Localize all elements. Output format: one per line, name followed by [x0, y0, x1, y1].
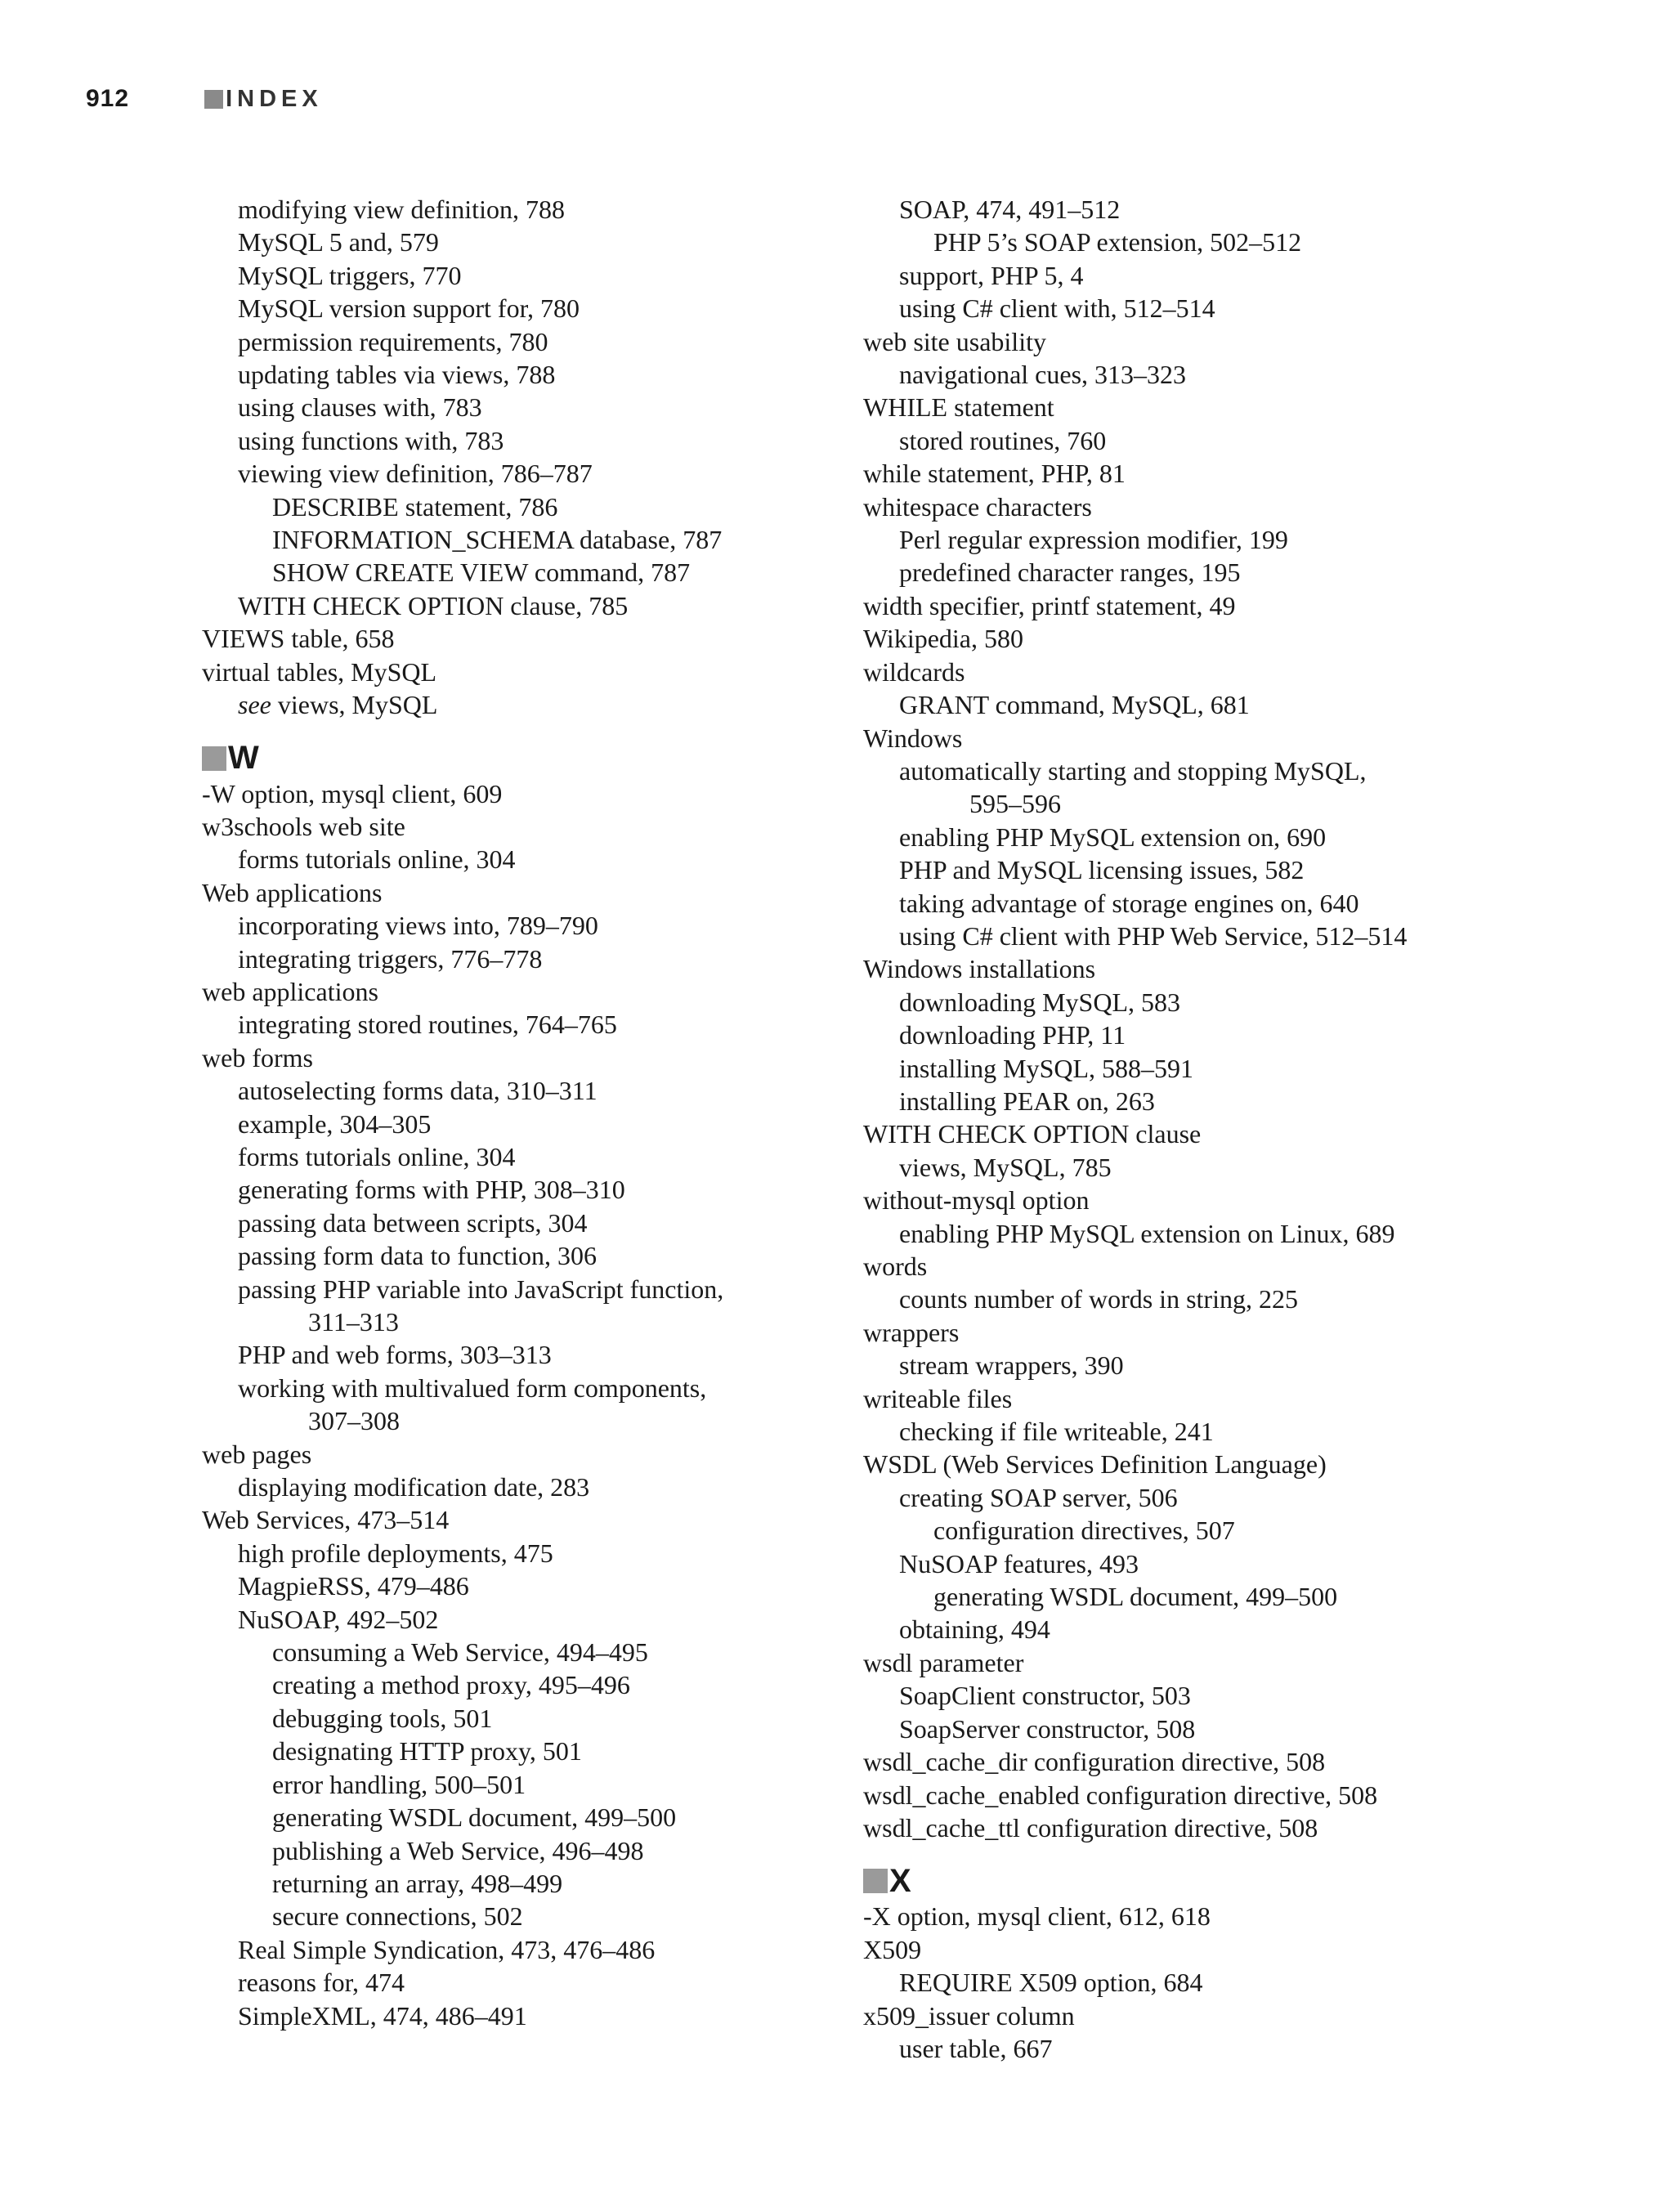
index-entry — [863, 1019, 1566, 1051]
index-entry-text: NuSOAP, 492–502 — [238, 1604, 439, 1634]
index-entry — [863, 259, 1566, 292]
section-heading-x — [863, 1862, 1566, 1900]
index-entry-text: without-mysql option — [863, 1185, 1090, 1216]
index-entry — [863, 424, 1566, 457]
index-entry-text: VIEWS table, 658 — [202, 624, 395, 654]
index-entry — [202, 1108, 905, 1140]
index-entry — [863, 193, 1566, 226]
index-entry-text: downloading PHP, 11 — [899, 1020, 1126, 1050]
index-entry — [863, 358, 1566, 391]
index-entry — [863, 292, 1566, 325]
index-entry — [202, 1338, 905, 1371]
index-entry — [863, 1250, 1566, 1283]
index-entry — [863, 1811, 1566, 1844]
index-entry — [202, 226, 905, 258]
index-entry — [202, 589, 905, 622]
index-entry-text: reasons for, 474 — [238, 1968, 405, 1998]
index-entry — [202, 1768, 905, 1801]
index-entry — [863, 1514, 1566, 1547]
index-entry-text: Real Simple Syndication, 473, 476–486 — [238, 1934, 656, 1964]
index-entry — [202, 1008, 905, 1041]
index-entry — [863, 226, 1566, 258]
index-entry — [863, 1382, 1566, 1415]
index-entry-text: predefined character ranges, 195 — [899, 557, 1241, 588]
index-entry — [863, 952, 1566, 985]
index-entry — [202, 1867, 905, 1900]
index-entry-text: generating forms with PHP, 308–310 — [238, 1175, 625, 1205]
index-entry — [202, 1668, 905, 1701]
index-entry-text: secure connections, 502 — [272, 1901, 523, 1932]
section-letter: W — [228, 740, 259, 776]
index-entry — [863, 656, 1566, 688]
index-entry — [863, 523, 1566, 556]
index-entry — [202, 556, 905, 589]
index-entry — [202, 810, 905, 843]
index-entry-text: enabling PHP MySQL extension on Linux, 689 — [899, 1218, 1395, 1248]
index-entry — [863, 688, 1566, 721]
index-entry — [863, 622, 1566, 655]
index-entry-text: debugging tools, 501 — [272, 1703, 493, 1733]
index-entry — [202, 1404, 905, 1437]
index-entry — [202, 1900, 905, 1932]
index-entry-text: wsdl_cache_dir configuration directive, 508 — [863, 1747, 1326, 1777]
index-entry-text: Windows — [863, 723, 963, 753]
index-entry-text: whitespace characters — [863, 491, 1092, 522]
index-entry-text: autoselecting forms data, 310–311 — [238, 1076, 598, 1106]
index-entry-text: automatically starting and stopping MySQL, — [899, 755, 1367, 786]
index-entry-text: views, MySQL, 785 — [899, 1152, 1112, 1182]
section-letter: X — [889, 1862, 911, 1899]
index-entry — [202, 656, 905, 688]
index-entry — [202, 193, 905, 226]
index-entry-text: X509 — [863, 1934, 922, 1964]
index-entry-text: PHP and MySQL licensing issues, 582 — [899, 855, 1305, 885]
index-entry-text: configuration directives, 507 — [933, 1516, 1235, 1546]
index-entry — [202, 1603, 905, 1636]
index-entry-text: web forms — [202, 1042, 313, 1072]
index-entry — [863, 1679, 1566, 1712]
index-entry — [863, 920, 1566, 952]
index-entry-text: taking advantage of storage engines on, 640 — [899, 888, 1359, 918]
index-entry-text: passing PHP variable into JavaScript function, — [238, 1274, 724, 1304]
index-entry — [202, 457, 905, 490]
index-entry — [202, 1207, 905, 1239]
index-entry — [202, 1372, 905, 1404]
square-bullet-icon — [202, 746, 226, 771]
index-entry-text: high profile deployments, 475 — [238, 1538, 553, 1568]
square-bullet-icon — [863, 1869, 888, 1893]
index-entry — [202, 688, 905, 721]
index-entry — [202, 975, 905, 1008]
index-entry-text: MySQL version support for, 780 — [238, 293, 580, 324]
index-entry-text: forms tutorials online, 304 — [238, 844, 516, 875]
index-entry-text: 311–313 — [308, 1307, 399, 1337]
index-entry — [202, 1239, 905, 1272]
index-entry — [863, 1151, 1566, 1184]
index-entry-text: PHP and web forms, 303–313 — [238, 1340, 552, 1370]
index-entry — [863, 1217, 1566, 1250]
index-entry — [202, 1735, 905, 1767]
index-entry — [863, 821, 1566, 853]
index-entry — [863, 1547, 1566, 1580]
index-entry — [202, 1966, 905, 1999]
index-entry-text: displaying modification date, 283 — [238, 1472, 590, 1502]
index-entry — [202, 1834, 905, 1867]
index-entry-text: wsdl parameter — [863, 1647, 1024, 1677]
index-entry — [863, 986, 1566, 1019]
index-entry — [863, 1646, 1566, 1679]
index-entry — [863, 556, 1566, 589]
index-entry — [202, 909, 905, 942]
index-entry-text: downloading MySQL, 583 — [899, 987, 1180, 1017]
index-entry — [202, 876, 905, 909]
index-entry-text: integrating stored routines, 764–765 — [238, 1010, 617, 1040]
index-entry-text: virtual tables, MySQL — [202, 656, 437, 687]
index-entry-text: SoapClient constructor, 503 — [899, 1681, 1191, 1711]
index-entry — [202, 1173, 905, 1206]
index-entry — [202, 325, 905, 358]
index-entry-text: MySQL 5 and, 579 — [238, 227, 439, 257]
index-entry — [202, 622, 905, 655]
running-title: INDEX — [226, 85, 323, 112]
index-entry — [863, 1613, 1566, 1646]
index-entry-text: using clauses with, 783 — [238, 392, 482, 423]
index-entry-text: width specifier, printf statement, 49 — [863, 590, 1236, 620]
index-entry — [202, 259, 905, 292]
index-entry — [202, 1305, 905, 1338]
square-bullet-icon — [204, 90, 223, 109]
index-entry — [202, 1273, 905, 1305]
index-entry-text: SOAP, 474, 491–512 — [899, 195, 1121, 224]
index-entry-text: Web Services, 473–514 — [202, 1505, 450, 1535]
index-entry-text: REQUIRE X509 option, 684 — [899, 1968, 1203, 1998]
index-entry — [202, 1074, 905, 1107]
index-entry-text: 307–308 — [308, 1406, 400, 1436]
index-entry-text: SimpleXML, 474, 486–491 — [238, 2000, 527, 2031]
index-entry-text: x509_issuer column — [863, 2000, 1075, 2031]
index-entry-text: error handling, 500–501 — [272, 1769, 526, 1799]
index-entry — [863, 1900, 1566, 1932]
index-entry — [863, 722, 1566, 754]
index-entry-text: generating WSDL document, 499–500 — [272, 1802, 677, 1833]
index-entry — [863, 1745, 1566, 1778]
index-entry — [863, 325, 1566, 358]
index-entry — [202, 1041, 905, 1074]
index-entry — [202, 777, 905, 810]
index-entry-text: NuSOAP features, 493 — [899, 1548, 1139, 1578]
index-entry-text: DESCRIBE statement, 786 — [272, 491, 558, 522]
index-entry-text: w3schools web site — [202, 811, 405, 841]
index-entry — [202, 1503, 905, 1536]
index-entry — [202, 1999, 905, 2032]
index-entry-text: designating HTTP proxy, 501 — [272, 1736, 582, 1766]
index-entry — [863, 1316, 1566, 1349]
index-entry — [202, 523, 905, 556]
index-entry-text: passing form data to function, 306 — [238, 1241, 598, 1271]
index-entry-text: 595–596 — [969, 789, 1061, 819]
index-entry-text: publishing a Web Service, 496–498 — [272, 1835, 644, 1865]
index-entry-text: working with multivalued form components, — [238, 1372, 707, 1403]
index-column-left — [202, 193, 905, 2032]
index-entry-text: generating WSDL document, 499–500 — [933, 1582, 1338, 1612]
index-entry — [863, 1117, 1566, 1150]
index-entry — [863, 589, 1566, 622]
index-entry-text: SHOW CREATE VIEW command, 787 — [272, 557, 691, 588]
index-entry — [863, 490, 1566, 523]
index-entry — [863, 2032, 1566, 2065]
index-entry-text: wsdl_cache_ttl configuration directive, 508 — [863, 1812, 1318, 1843]
index-entry-text: GRANT command, MySQL, 681 — [899, 690, 1250, 720]
index-entry-text: user table, 667 — [899, 2033, 1053, 2063]
index-entry-text: obtaining, 494 — [899, 1614, 1050, 1645]
index-entry — [863, 1713, 1566, 1745]
index-entry-text: while statement, PHP, 81 — [863, 459, 1126, 489]
index-entry-text: checking if file writeable, 241 — [899, 1417, 1214, 1447]
index-entry-text: WITH CHECK OPTION clause — [863, 1119, 1202, 1149]
index-entry — [863, 1779, 1566, 1811]
index-entry-text: -X option, mysql client, 612, 618 — [863, 1901, 1211, 1932]
index-entry — [202, 490, 905, 523]
index-entry — [863, 887, 1566, 920]
index-entry — [202, 1801, 905, 1834]
section-heading-w — [202, 740, 905, 777]
index-entry-text: WSDL (Web Services Definition Language) — [863, 1449, 1327, 1480]
page-number: 912 — [86, 85, 130, 112]
index-entry — [863, 1999, 1566, 2032]
index-entry-text: integrating triggers, 776–778 — [238, 943, 543, 974]
index-entry-text: forms tutorials online, 304 — [238, 1141, 516, 1171]
index-entry-text: support, PHP 5, 4 — [899, 260, 1084, 290]
index-entry-text: enabling PHP MySQL extension on, 690 — [899, 822, 1327, 852]
index-entry — [202, 1438, 905, 1471]
index-entry-text: permission requirements, 780 — [238, 326, 548, 356]
index-entry-text: viewing view definition, 786–787 — [238, 459, 593, 489]
index-entry-text: web applications — [202, 976, 378, 1006]
index-entry-text: using C# client with PHP Web Service, 512–514 — [899, 920, 1408, 951]
index-entry-text: creating a method proxy, 495–496 — [272, 1670, 630, 1700]
index-entry — [202, 1933, 905, 1966]
index-entry-text: stream wrappers, 390 — [899, 1350, 1124, 1381]
index-entry-text: -W option, mysql client, 609 — [202, 778, 503, 808]
page-header — [86, 81, 323, 117]
index-entry-text: wildcards — [863, 656, 965, 687]
index-entry-text: SoapServer constructor, 508 — [899, 1713, 1196, 1744]
index-entry — [863, 1481, 1566, 1514]
index-entry-text: updating tables via views, 788 — [238, 360, 556, 390]
index-entry-text: WHILE statement — [863, 392, 1054, 423]
index-entry-text: consuming a Web Service, 494–495 — [272, 1637, 648, 1668]
index-entry — [202, 1702, 905, 1735]
index-entry-text: web site usability — [863, 326, 1046, 356]
index-entry — [202, 1569, 905, 1602]
index-entry — [863, 853, 1566, 886]
running-head — [204, 86, 323, 113]
index-entry — [863, 1349, 1566, 1381]
index-entry — [202, 1636, 905, 1668]
index-entry — [863, 787, 1566, 820]
index-entry-text: passing data between scripts, 304 — [238, 1207, 588, 1238]
index-entry-text: using functions with, 783 — [238, 425, 504, 455]
index-entry-text: installing PEAR on, 263 — [899, 1086, 1155, 1116]
index-entry-text: web pages — [202, 1439, 312, 1469]
index-entry — [863, 1085, 1566, 1117]
index-entry-text: PHP 5’s SOAP extension, 502–512 — [933, 227, 1302, 257]
index-entry-text: Web applications — [202, 877, 383, 907]
see-reference: see — [238, 690, 278, 720]
index-entry — [863, 391, 1566, 423]
index-entry — [863, 1415, 1566, 1448]
index-entry-text: MySQL triggers, 770 — [238, 260, 462, 290]
index-entry-text: counts number of words in string, 225 — [899, 1284, 1298, 1314]
index-entry — [863, 754, 1566, 787]
index-entry — [863, 1283, 1566, 1315]
index-entry-text: words — [863, 1252, 928, 1281]
index-entry-text: returning an array, 498–499 — [272, 1868, 563, 1898]
index-entry — [202, 391, 905, 423]
index-entry-text: installing MySQL, 588–591 — [899, 1053, 1194, 1083]
index-entry-text: creating SOAP server, 506 — [899, 1482, 1178, 1512]
index-entry — [202, 1537, 905, 1569]
index-entry-text: navigational cues, 313–323 — [899, 360, 1187, 390]
index-entry-text: wrappers — [863, 1317, 960, 1347]
index-entry-text: writeable files — [863, 1383, 1013, 1413]
index-entry — [863, 1933, 1566, 1966]
index-entry — [202, 424, 905, 457]
index-entry — [202, 358, 905, 391]
index-entry-text: Perl regular expression modifier, 199 — [899, 525, 1288, 555]
index-entry-text: Windows installations — [863, 954, 1096, 984]
index-entry-text: modifying view definition, 788 — [238, 195, 565, 224]
index-entry — [202, 292, 905, 325]
index-entry — [863, 1448, 1566, 1480]
index-entry — [202, 1140, 905, 1173]
index-entry-text: MagpieRSS, 479–486 — [238, 1571, 469, 1601]
index-entry — [863, 457, 1566, 490]
index-entry-text: wsdl_cache_enabled configuration directive, 508 — [863, 1780, 1378, 1810]
index-entry-text: example, 304–305 — [238, 1108, 432, 1139]
index-column-right — [863, 193, 1566, 2065]
index-entry — [863, 1580, 1566, 1613]
index-entry — [202, 943, 905, 975]
index-entry-text: WITH CHECK OPTION clause, 785 — [238, 590, 629, 620]
index-entry-text: views, MySQL — [277, 690, 438, 720]
index-entry-text: stored routines, 760 — [899, 425, 1107, 455]
index-entry — [863, 1052, 1566, 1085]
index-entry-text: using C# client with, 512–514 — [899, 293, 1215, 324]
index-entry-text: incorporating views into, 789–790 — [238, 911, 598, 941]
index-entry — [202, 843, 905, 875]
index-entry — [202, 1471, 905, 1503]
index-entry — [863, 1184, 1566, 1216]
index-entry — [863, 1966, 1566, 1999]
index-entry-text: INFORMATION_SCHEMA database, 787 — [272, 525, 723, 555]
index-entry-text: Wikipedia, 580 — [863, 624, 1023, 654]
